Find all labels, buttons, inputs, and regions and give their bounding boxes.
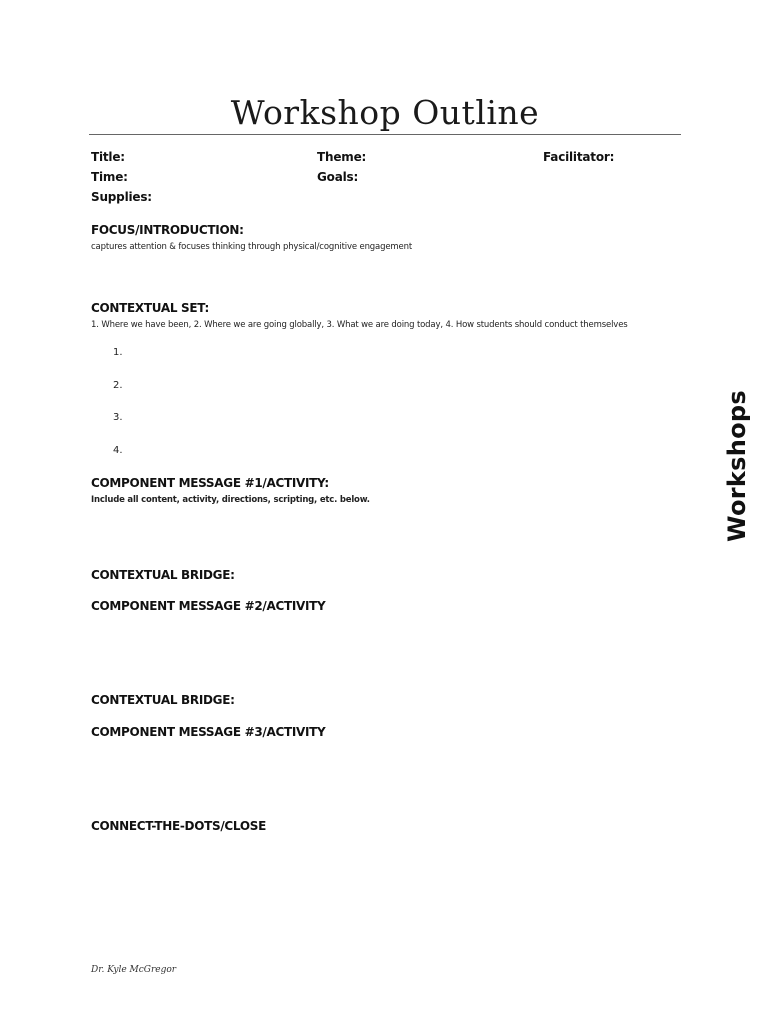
component-message-1-heading: COMPONENT MESSAGE #1/ACTIVITY: bbox=[91, 476, 329, 490]
facilitator-field-label: Facilitator: bbox=[543, 150, 615, 164]
contextual-set-description: 1. Where we have been, 2. Where we are going globally, 3. What we are doing today, 4. How students should conduct themselves bbox=[91, 320, 628, 330]
numbered-item-1: 1. bbox=[113, 347, 123, 358]
numbered-item-3: 3. bbox=[113, 412, 123, 423]
focus-introduction-description: captures attention & focuses thinking through physical/cognitive engagement bbox=[91, 242, 413, 252]
title-field-label: Title: bbox=[91, 150, 125, 164]
numbered-item-4: 4. bbox=[113, 445, 123, 456]
theme-field-label: Theme: bbox=[317, 150, 367, 164]
goals-field-label: Goals: bbox=[317, 170, 359, 184]
footer-author: Dr. Kyle McGregor bbox=[91, 965, 177, 975]
connect-the-dots-close-heading: CONNECT-THE-DOTS/CLOSE bbox=[91, 819, 266, 833]
focus-introduction-heading: FOCUS/INTRODUCTION: bbox=[91, 223, 244, 237]
workshops-side-label: Workshops bbox=[723, 390, 751, 542]
component-message-2-heading: COMPONENT MESSAGE #2/ACTIVITY bbox=[91, 599, 326, 613]
time-field-label: Time: bbox=[91, 170, 128, 184]
contextual-set-heading: CONTEXTUAL SET: bbox=[91, 301, 210, 315]
title-divider bbox=[89, 134, 681, 135]
component-message-3-heading: COMPONENT MESSAGE #3/ACTIVITY bbox=[91, 725, 326, 739]
numbered-item-2: 2. bbox=[113, 380, 123, 391]
component-message-1-description: Include all content, activity, directions, scripting, etc. below. bbox=[91, 495, 370, 505]
page-title: Workshop Outline bbox=[230, 93, 540, 132]
contextual-bridge-1-heading: CONTEXTUAL BRIDGE: bbox=[91, 568, 235, 582]
contextual-bridge-2-heading: CONTEXTUAL BRIDGE: bbox=[91, 693, 235, 707]
supplies-field-label: Supplies: bbox=[91, 190, 152, 204]
